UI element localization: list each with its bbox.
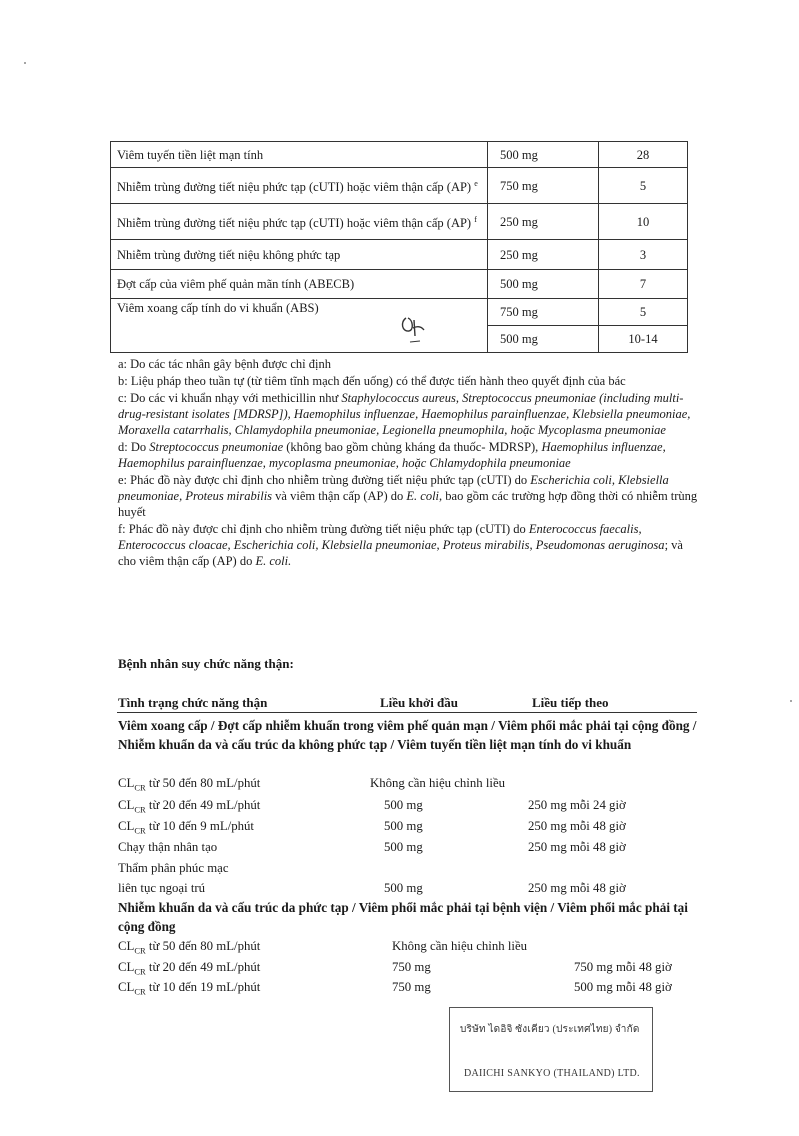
initial-dose: 500 mg xyxy=(384,819,423,833)
days-cell: 3 xyxy=(599,240,688,270)
renal-row xyxy=(118,798,698,816)
clcr-label: $CL_{CR}$ từ 10 đến 9 mL/phút xyxy=(118,819,254,836)
initial-dose: 500 mg xyxy=(384,881,423,895)
days-cell: 28 xyxy=(599,142,688,168)
table-row xyxy=(111,168,688,204)
days-cell: 5 xyxy=(599,299,688,326)
renal-table-header xyxy=(118,695,698,711)
clcr-label: $CL_{CR}$ từ 20 đến 49 mL/phút xyxy=(118,798,261,815)
table-row xyxy=(111,270,688,299)
clcr-label: $CL_{CR}$ từ 20 đến 49 mL/phút xyxy=(118,960,261,977)
next-dose: 250 mg mỗi 48 giờ xyxy=(528,819,626,833)
header-divider xyxy=(117,712,697,713)
indication-cell: Nhiễm trùng đường tiết niệu phức tạp (cUTI) hoặc viêm thận cấp (AP) $^e$ xyxy=(111,168,488,204)
indication-cell: Viêm xoang cấp tính do vi khuẩn (ABS) xyxy=(111,299,488,353)
renal-row xyxy=(118,939,698,957)
renal-row xyxy=(118,980,698,998)
next-dose: 500 mg mỗi 48 giờ xyxy=(574,980,672,994)
days-cell: 10 xyxy=(599,204,688,240)
scan-speck xyxy=(24,62,26,64)
handwritten-initial-mark xyxy=(396,306,436,346)
stamp-thai-text: บริษัท ไดอิจิ ซังเคียว (ประเทศไทย) จำกัด xyxy=(460,1024,640,1035)
indication-cell: Đợt cấp của viêm phế quản mãn tính (ABECB) xyxy=(111,270,488,299)
days-cell: 5 xyxy=(599,168,688,204)
next-dose: 250 mg mỗi 24 giờ xyxy=(528,798,626,812)
dose-cell: 750 mg xyxy=(488,299,599,326)
initial-dose: 750 mg xyxy=(392,980,431,994)
dose-cell: 250 mg xyxy=(488,240,599,270)
initial-dose: 500 mg xyxy=(384,798,423,812)
col-header-next: Liều tiếp theo xyxy=(532,695,609,710)
clcr-label: Thẩm phân phúc mạc xyxy=(118,861,229,875)
renal-row xyxy=(118,960,698,978)
clcr-label: $CL_{CR}$ từ 10 đến 19 mL/phút xyxy=(118,980,261,997)
footnote-c: c: Do các vi khuẩn nhạy với methicillin như Staphylococcus aureus, Streptococcus pneumoniae (including multi-drug-resistant isolates [MDRSP]), Haemophilus influenzae, Haemophilus parainfluenzae, Klebsiella pneumoniae, Moraxella catarrhalis, Chlamydophila pneumoniae, Legionella pneumophila, hoặc Mycoplasma pneumoniae xyxy=(118,391,691,437)
renal-row xyxy=(118,819,698,837)
initial-dose: Không cần hiệu chỉnh liều xyxy=(392,939,528,953)
dose-cell: 500 mg xyxy=(488,270,599,299)
table-row xyxy=(111,142,688,168)
dose-cell: 500 mg xyxy=(488,326,599,353)
dose-cell: 750 mg xyxy=(488,168,599,204)
footnotes xyxy=(118,356,698,570)
dose-cell: 250 mg xyxy=(488,204,599,240)
clcr-label: $CL_{CR}$ từ 50 đến 80 mL/phút xyxy=(118,939,261,956)
indication-cell: Nhiễm trùng đường tiết niệu phức tạp (cUTI) hoặc viêm thận cấp (AP) $^f$ xyxy=(111,204,488,240)
next-dose: 250 mg mỗi 48 giờ xyxy=(528,840,626,854)
company-stamp xyxy=(449,1007,653,1092)
col-header-initial: Liều khởi đầu xyxy=(380,695,459,710)
clcr-label: $CL_{CR}$ từ 50 đến 80 mL/phút xyxy=(118,776,261,793)
indication-cell: Nhiễm trùng đường tiết niệu không phức tạp xyxy=(111,240,488,270)
footnote-a: a: Do các tác nhân gây bệnh được chỉ định xyxy=(118,357,331,371)
renal-row xyxy=(118,881,698,899)
footnote-e: e: Phác đồ này được chỉ định cho nhiễm trùng đường tiết niệu phức tạp (cUTI) do Escherichia coli, Klebsiella pneumoniae, Proteus mirabilis và viêm thận cấp (AP) do E. coli, bao gồm các trường hợp đồng thời có nhiễm trùng huyết xyxy=(118,473,698,519)
days-cell: 7 xyxy=(599,270,688,299)
renal-row xyxy=(118,776,698,794)
initial-dose: 750 mg xyxy=(392,960,431,974)
renal-section-heading: Bệnh nhân suy chức năng thận: xyxy=(118,656,294,671)
renal-row xyxy=(118,861,698,879)
indication-cell: Viêm tuyến tiền liệt mạn tính xyxy=(111,142,488,168)
footnote-b: b: Liệu pháp theo tuần tự (từ tiêm tĩnh mạch đến uống) có thể được tiến hành theo quyết định của bác xyxy=(118,374,626,388)
dose-cell: 500 mg xyxy=(488,142,599,168)
table-row xyxy=(111,240,688,270)
initial-dose: Không cần hiệu chỉnh liều xyxy=(370,776,506,790)
next-dose: 250 mg mỗi 48 giờ xyxy=(528,881,626,895)
footnote-d: d: Do Streptococcus pneumoniae (không bao gồm chủng kháng đa thuốc- MDRSP), Haemophilus influenzae, Haemophilus parainfluenzae, mycoplasma pneumoniae, hoặc Chlamydophila pneumoniae xyxy=(118,440,666,470)
footnote-f: f: Phác đồ này được chỉ định cho nhiễm trùng đường tiết niệu phức tạp (cUTI) do Enterococcus faecalis, Enterococcus cloacae, Escherichia coli, Klebsiella pneumoniae, Proteus mirabilis, Pseudomonas aeruginosa; và cho viêm thận cấp (AP) do E. coli. xyxy=(118,522,683,568)
renal-block2-title: Nhiễm khuẩn da và cấu trúc da phức tạp / Viêm phổi mắc phải tại bệnh viện / Viêm phổi mắc phải tại cộng đồng xyxy=(118,900,688,934)
scan-speck xyxy=(790,700,792,702)
clcr-label: Chạy thận nhân tạo xyxy=(118,840,218,854)
renal-row xyxy=(118,840,698,858)
days-cell: 10-14 xyxy=(599,326,688,353)
clcr-label: liên tục ngoại trú xyxy=(118,881,206,895)
stamp-english-text: DAIICHI SANKYO (THAILAND) LTD. xyxy=(464,1068,640,1079)
table-row xyxy=(111,204,688,240)
initial-dose: 500 mg xyxy=(384,840,423,854)
col-header-status: Tình trạng chức năng thận xyxy=(118,695,268,710)
renal-block1-title: Viêm xoang cấp / Đợt cấp nhiễm khuẩn trong viêm phế quản mạn / Viêm phổi mắc phải tại cộng đồng / Nhiễm khuẩn da và cấu trúc da không phức tạp / Viêm tuyến tiền liệt mạn tính do vi khuẩn xyxy=(118,718,697,752)
next-dose: 750 mg mỗi 48 giờ xyxy=(574,960,672,974)
